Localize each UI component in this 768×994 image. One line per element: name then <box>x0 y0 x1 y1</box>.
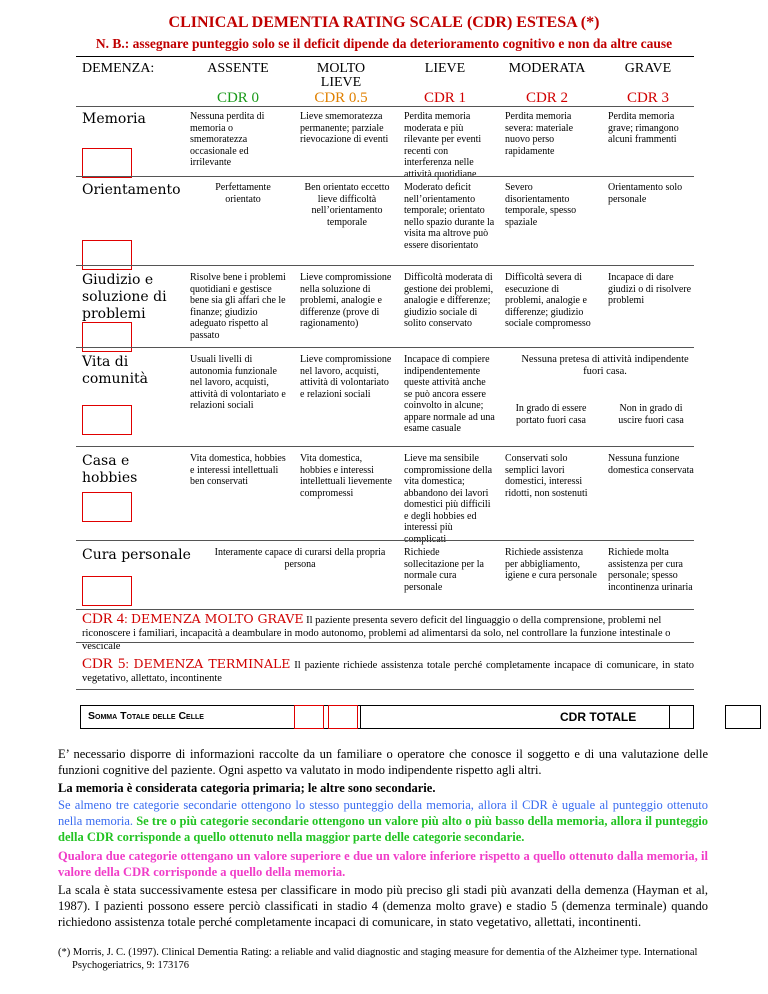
top-rule <box>76 56 694 57</box>
cdr-3-label: CDR 3 <box>626 90 670 106</box>
cell-comunita-3: Non in grado di uscire fuori casa <box>618 403 684 426</box>
cell-giudizio-2: Difficoltà severa di esecuzione di problemi, analogie e differenze; giudizio sociale compromesso <box>505 272 591 329</box>
cell-orientamento-0: Perfettamente orientato <box>215 182 271 205</box>
cdr5-label: CDR 5 <box>82 656 126 672</box>
rule-maggioranza: Se tre o più categorie secondarie ottengono un valore più alto o più basso della memoria, allora il punteggio della CDR corrisponde a quello ottenuto nella maggior parte delle categorie secondarie. <box>58 814 708 844</box>
category-memoria: Memoria <box>82 111 146 127</box>
category-casa-hobbies: Casa e hobbies <box>82 453 138 486</box>
category-giudizio: Giudizio e soluzione di problemi <box>82 272 167 322</box>
header-lieve: LIEVE <box>424 61 466 76</box>
row-divider <box>76 347 694 348</box>
cell-comunita-2: In grado di essere portato fuori casa <box>515 403 587 426</box>
cell-casa-1: Lieve ma sensibile compromissione della vita domestica; abbandono dei lavori domestici più difficili e degli hobbies ed interessi più complicati <box>404 453 493 545</box>
cell-cura-3: Richiede molta assistenza per cura personale; spesso incontinenza urinaria <box>608 547 693 593</box>
paragraph-estensione: La scala è stata successivamente estesa per classificare in modo più preciso gli stadi più avanzati della demenza (Hayman et al, 1987). I pazienti possono essere perciò classificati in stadio 4 (demenza molto grave) e stadio 5 (demenza terminale) quando richiedono assistenza totale perché completamente incapaci di comunicare, in stato vegetativo, allettati, incontinenti. <box>58 883 708 929</box>
cell-cura-0: Interamente capace di curarsi della propria persona <box>214 547 386 570</box>
cdr5-block: CDR 5: DEMENZA TERMINALE Il paziente richiede assistenza totale perché completamente incapace di comunicare, in stato vegetativo, allettato, incontinente <box>82 656 695 684</box>
category-vita-comunita: Vita di comunità <box>82 354 149 387</box>
paragraph-informazioni: E’ necessario disporre di informazioni raccolte da un familiare o operatore che conosce il soggetto e di una valutazione delle funzioni cognitive del paziente. Ogni aspetto va valutato in modo indipendente rispetto agli altri. <box>58 747 708 777</box>
page-title: CLINICAL DEMENTIA RATING SCALE (CDR) ESTESA (*) <box>168 14 600 31</box>
row-divider <box>76 540 694 541</box>
cdr5-text: Il paziente richiede assistenza totale perché completamente incapace di comunicare, in stato vegetativo, allettato, incontinente <box>82 660 695 684</box>
reference: (*) Morris, J. C. (1997). Clinical Dementia Rating: a reliable and valid diagnostic and staging measure for dementia of the Alzheimer type. International Psychogeriatrics, 9: 173176 <box>58 947 698 971</box>
header-grave: GRAVE <box>624 61 672 76</box>
header-corner: DEMENZA: <box>82 61 155 76</box>
row-divider <box>76 176 694 177</box>
category-orientamento: Orientamento <box>82 182 181 198</box>
row-divider <box>76 265 694 266</box>
somma-box-2[interactable] <box>328 705 358 729</box>
score-box-cura-personale[interactable] <box>82 576 132 606</box>
row-divider <box>76 642 694 643</box>
header-assente: ASSENTE <box>207 61 269 76</box>
scoring-note: N. B.: assegnare punteggio solo se il deficit dipende da deterioramento cognitivo e non da altre cause <box>95 36 673 51</box>
cell-giudizio-3: Incapace di dare giudizi o di risolvere problemi <box>608 272 692 306</box>
cdr-totale-label: CDR TOTALE <box>560 710 637 724</box>
cell-comunita-1: Incapace di compiere indipendentemente queste attività anche se può ancora essere coinvolto in alcune; appare normale ad una esame casuale <box>404 354 495 434</box>
cell-cura-1: Richiede sollecitazione per la normale cura personale <box>404 547 484 593</box>
cell-casa-2: Conservati solo semplici lavori domestici, interessi ridotti, non sostenuti <box>505 453 588 499</box>
cdr-totale-box[interactable] <box>669 705 705 729</box>
paragraph-parita: Qualora due categorie ottengano un valore superiore e due un valore inferiore rispetto a quello ottenuto dalla memoria, il valore della CDR corrisponde a quello della memoria. <box>58 849 708 879</box>
row-divider <box>76 609 694 610</box>
cell-orientamento-05: Ben orientato eccetto lieve difficoltà nell’orientamento temporale <box>304 182 390 228</box>
cdr-2-label: CDR 2 <box>525 90 569 106</box>
cell-casa-3: Nessuna funzione domestica conservata <box>608 453 694 476</box>
cell-memoria-05: Lieve smemoratezza permanente; parziale rievocazione di eventi <box>300 111 389 145</box>
header-moderata: MODERATA <box>508 61 586 76</box>
cell-casa-0: Vita domestica, hobbies e interessi intellettuali ben conservati <box>190 453 286 487</box>
cdr-totale-box-2[interactable] <box>725 705 761 729</box>
row-divider <box>76 689 694 690</box>
cdr4-label: CDR 4 <box>82 611 125 627</box>
rule-uguale: Se almeno tre categorie secondarie ottengono lo stesso punteggio della memoria, allora il CDR è uguale al punteggio ottenuto nella memoria. <box>58 798 708 828</box>
header-molto-lieve: MOLTO LIEVE <box>316 61 366 90</box>
cell-cura-2: Richiede assistenza per abbigliamento, igiene e cura personale <box>505 547 597 581</box>
cell-comunita-05: Lieve compromissione nel lavoro, acquisti, attività di volontariato e relazioni sociali <box>300 354 392 400</box>
cell-comunita-0: Usuali livelli di autonomia funzionale nel lavoro, acquisti, attività di volontariato e relazioni sociali <box>190 354 286 411</box>
cell-memoria-1: Perdita memoria moderata e più rilevante per eventi recenti con interferenza nelle attività quotidiane <box>404 111 482 180</box>
cell-orientamento-2: Severo disorientamento temporale, spesso spaziale <box>505 182 577 228</box>
paragraph-regole <box>58 797 708 845</box>
score-box-vita-comunita[interactable] <box>82 405 132 435</box>
paragraph-memoria-primaria: La memoria è considerata categoria primaria; le altre sono secondarie. <box>58 781 436 795</box>
cell-orientamento-3: Orientamento solo personale <box>608 182 683 205</box>
cdr4-text: Il paziente presenta severo deficit del linguaggio o della comprensione, problemi nel riconoscere i familiari, incapacità a deambulare in modo autonomo, problemi ad alimentarsi da solo, nel controllare la funzione intestinale o vescicale <box>82 615 671 652</box>
cdr4-name: DEMENZA MOLTO GRAVE <box>130 611 304 626</box>
cell-giudizio-05: Lieve compromissione nella soluzione di problemi, analogie e differenze (prove di ragionamento) <box>300 272 392 329</box>
cdr-1-label: CDR 1 <box>423 90 467 106</box>
score-box-casa-hobbies[interactable] <box>82 492 132 522</box>
cell-casa-05: Vita domestica, hobbies e interessi intellettuali lievemente compromessi <box>300 453 392 499</box>
cell-comunita-span: Nessuna pretesa di attività indipendente fuori casa. <box>521 354 689 377</box>
cdr5-name: DEMENZA TERMINALE <box>133 656 291 671</box>
totals-divider <box>360 705 398 729</box>
score-box-memoria[interactable] <box>82 148 132 178</box>
cell-memoria-2: Perdita memoria severa: materiale nuovo perso rapidamente <box>505 111 574 157</box>
cell-orientamento-1: Moderato deficit nell’orientamento temporale; orientato nello spazio durante la visita ma altrove può essere disorientato <box>404 182 495 251</box>
somma-label: Somma Totale delle Celle <box>88 710 204 722</box>
cell-giudizio-0: Risolve bene i problemi quotidiani e gestisce bene sia gli affari che le finanze; giudizio adeguato rispetto al passato <box>190 272 286 341</box>
somma-box-1[interactable] <box>294 705 324 729</box>
category-cura-personale: Cura personale <box>82 547 191 563</box>
cdr-05-label: CDR 0.5 <box>314 90 368 106</box>
cdr-0-label: CDR 0 <box>216 90 260 106</box>
cell-memoria-0: Nessuna perdita di memoria o smemoratezza occasionale ed irrilevante <box>190 111 265 168</box>
row-divider <box>76 106 694 107</box>
cdr4-block: CDR 4: DEMENZA MOLTO GRAVE Il paziente presenta severo deficit del linguaggio o della comprensione, problemi nel riconoscere i familiari, incapacità a deambulare in modo autonomo, problemi ad alimentarsi da solo, nel controllare la funzione intestinale o vescicale <box>82 611 671 652</box>
cell-giudizio-1: Difficoltà moderata di gestione dei problemi, analogie e differenze; giudizio sociale di solito conservato <box>404 272 494 329</box>
cell-memoria-3: Perdita memoria grave; rimangono alcuni frammenti <box>608 111 679 145</box>
row-divider <box>76 446 694 447</box>
